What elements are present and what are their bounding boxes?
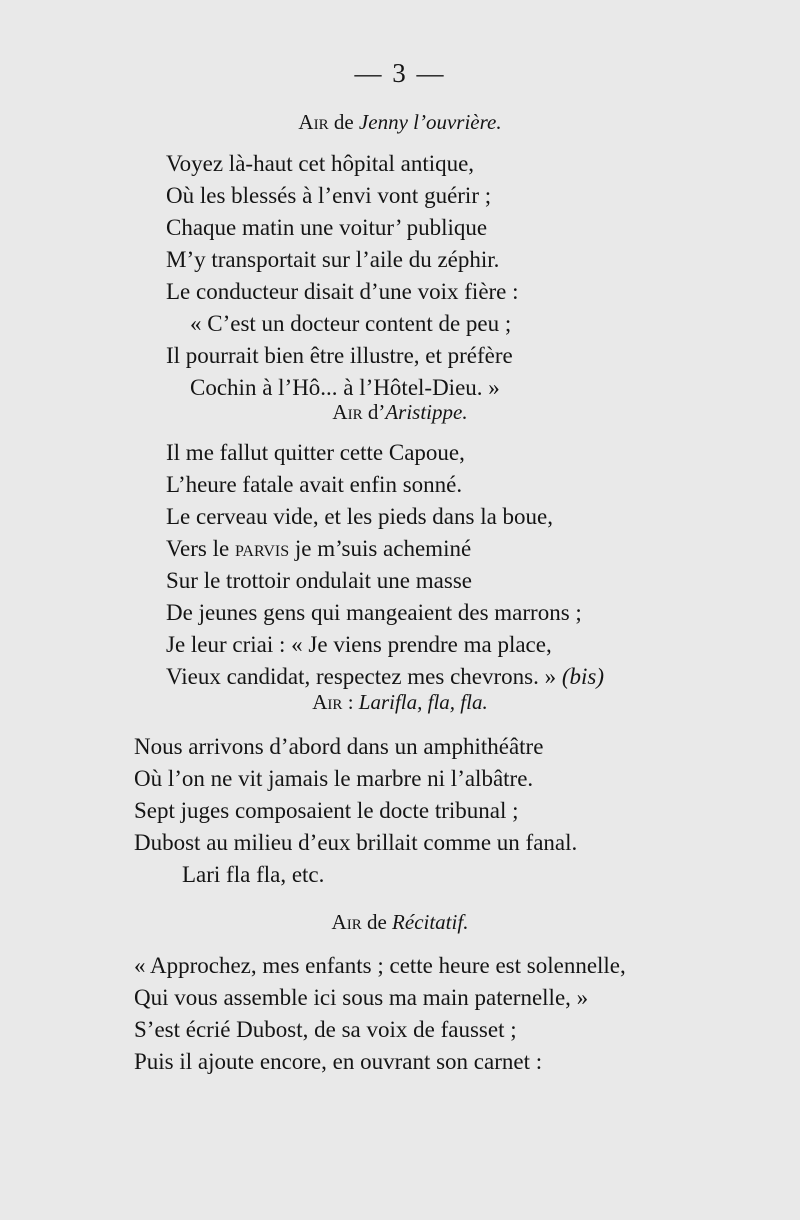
verse-rest: je m’suis acheminé xyxy=(294,536,472,561)
verse-line: Où l’on ne vit jamais le marbre ni l’albâtre. xyxy=(134,766,534,791)
page-number: — 3 — xyxy=(354,58,446,88)
air-label: Air xyxy=(331,910,362,934)
verse-prefix: Vers le xyxy=(166,536,235,561)
verse-line: Cochin à l’Hô... à l’Hôtel-Dieu. » xyxy=(190,375,500,400)
verse-text: Vieux candidat, respectez mes chevrons. » xyxy=(166,664,557,689)
verse-line: « Approchez, mes enfants ; cette heure est solennelle, xyxy=(134,953,626,978)
air-title: Récitatif. xyxy=(392,910,469,934)
verse-line: L’heure fatale avait enfin sonné. xyxy=(166,472,463,497)
stanza-2 xyxy=(166,437,604,693)
air-connector: de xyxy=(328,110,359,134)
verse-line: Sept juges composaient le docte tribunal ; xyxy=(134,798,519,823)
verse-line: Il pourrait bien être illustre, et préfère xyxy=(166,343,513,368)
air-connector: d’ xyxy=(362,400,386,424)
air-label: Air xyxy=(332,400,363,424)
air-heading-4 xyxy=(0,910,800,935)
verse-line: Dubost au milieu d’eux brillait comme un fanal. xyxy=(134,830,578,855)
parvis-word: parvis xyxy=(234,536,290,561)
verse-line: De jeunes gens qui mangeaient des marrons ; xyxy=(166,600,582,625)
air-label: Air xyxy=(312,690,343,714)
verse-line: « C’est un docteur content de peu ; xyxy=(190,311,512,336)
verse-line: Le cerveau vide, et les pieds dans la boue, xyxy=(166,504,554,529)
stanza-1 xyxy=(166,148,519,404)
air-label: Air xyxy=(298,110,329,134)
verse-line: Il me fallut quitter cette Capoue, xyxy=(166,440,465,465)
air-connector: de xyxy=(361,910,393,934)
air-heading-1 xyxy=(0,110,800,135)
stanza-3 xyxy=(134,731,577,891)
air-heading-2 xyxy=(0,400,800,425)
verse-line xyxy=(166,533,604,565)
verse-line: Sur le trottoir ondulait une masse xyxy=(166,568,472,593)
verse-line: Chaque matin une voitur’ publique xyxy=(166,215,488,240)
verse-line: Lari fla fla, etc. xyxy=(182,862,325,887)
verse-line xyxy=(166,661,604,693)
verse-line: Puis il ajoute encore, en ouvrant son carnet : xyxy=(134,1049,543,1074)
air-connector: : xyxy=(342,690,359,714)
verse-line: Le conducteur disait d’une voix fière : xyxy=(166,279,519,304)
verse-line: Nous arrivons d’abord dans un amphithéâtre xyxy=(134,734,544,759)
stanza-4 xyxy=(134,950,626,1078)
verse-line: S’est écrié Dubost, de sa voix de fausset ; xyxy=(134,1017,517,1042)
air-title: Jenny l’ouvrière. xyxy=(358,110,502,134)
verse-line: Qui vous assemble ici sous ma main paternelle, » xyxy=(134,985,589,1010)
air-title: Larifla, fla, fla. xyxy=(358,690,488,714)
verse-line: M’y transportait sur l’aile du zéphir. xyxy=(166,247,500,272)
verse-line: Voyez là-haut cet hôpital antique, xyxy=(166,151,475,176)
air-title: Aristippe. xyxy=(385,400,468,424)
verse-line: Je leur criai : « Je viens prendre ma place, xyxy=(166,632,552,657)
air-heading-3 xyxy=(0,690,800,715)
verse-line: Où les blessés à l’envi vont guérir ; xyxy=(166,183,492,208)
bis-mark: (bis) xyxy=(561,664,605,689)
